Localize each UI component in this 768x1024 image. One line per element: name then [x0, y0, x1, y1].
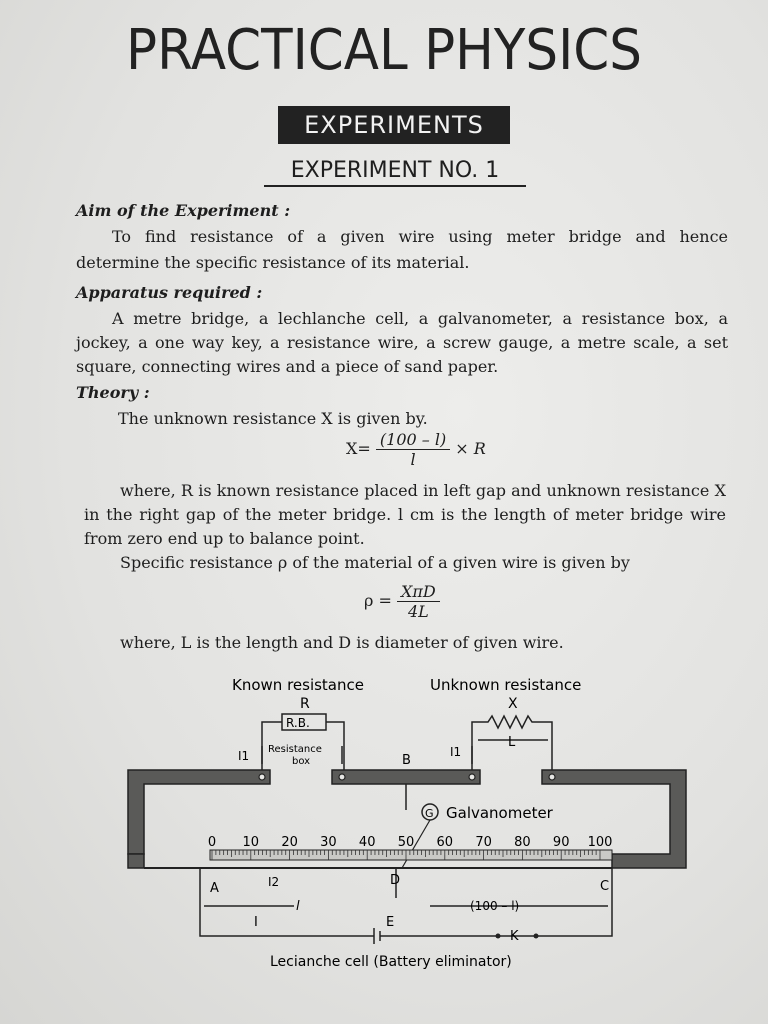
B-label: B: [402, 753, 411, 768]
apparatus-heading: Apparatus required :: [76, 283, 263, 302]
theory-heading: Theory :: [76, 383, 150, 402]
resistance-box-label: Resistance: [268, 744, 322, 755]
resistance-formula: [346, 430, 486, 469]
formula-2-lhs: ρ =: [364, 591, 392, 610]
experiment-number: EXPERIMENT NO. 1: [264, 158, 526, 187]
formula-1-denominator: l: [410, 450, 416, 469]
E-label: E: [386, 915, 395, 930]
A-label: A: [210, 881, 219, 896]
D-label: D: [390, 873, 401, 888]
terminal-1: [259, 774, 265, 780]
current-l1-left: I1: [238, 749, 250, 763]
C-label: C: [600, 879, 610, 894]
L-label: L: [508, 735, 516, 750]
l-length-label: l: [296, 899, 300, 914]
apparatus-line-3: square, connecting wires and a piece of sand paper.: [76, 357, 499, 376]
scale-label: 50: [397, 835, 415, 850]
known-resistance-label: Known resistance: [232, 676, 364, 694]
formula-2-numerator: XπD: [397, 582, 440, 602]
scale-label: 90: [552, 835, 570, 850]
aim-heading: Aim of the Experiment :: [76, 201, 291, 220]
X-label: X: [508, 696, 518, 712]
cell-label: Lecianche cell (Battery eliminator): [270, 954, 512, 970]
scale-label: 60: [436, 835, 454, 850]
middle-copper-strip: [332, 770, 480, 784]
scale-label: 10: [242, 835, 260, 850]
formula-1-fraction: [376, 430, 450, 469]
formula-1-lhs: X=: [346, 439, 371, 458]
scale-label: 80: [514, 835, 531, 850]
theory-line-4: from zero end up to balance point.: [84, 529, 365, 548]
R-label: R: [300, 696, 310, 712]
specific-resistance-formula: [364, 582, 440, 621]
battery-circuit: [200, 868, 612, 936]
key-contact-1: [496, 934, 501, 939]
current-l1-right: I1: [450, 745, 462, 759]
current-l2: I2: [268, 875, 280, 889]
unknown-resistance-label: Unknown resistance: [430, 676, 582, 694]
theory-line-6: where, L is the length and D is diameter of given wire.: [120, 633, 564, 652]
theory-line-3: in the right gap of the meter bridge. l cm is the length of meter bridge wire: [84, 505, 726, 524]
theory-line-1: The unknown resistance X is given by.: [118, 409, 428, 428]
scale-labels: [208, 835, 613, 850]
scale-label: 40: [358, 835, 376, 850]
cell-symbol: [374, 928, 380, 944]
formula-2-fraction: [397, 582, 440, 621]
current-I-label: I: [254, 915, 258, 930]
key-contact-2: [534, 934, 539, 939]
terminal-4: [549, 774, 555, 780]
theory-line-5: Specific resistance ρ of the material of a given wire is given by: [120, 553, 630, 572]
formula-2-denominator: 4L: [407, 602, 429, 621]
scale-label: 0: [207, 835, 217, 850]
formula-1-numerator: (100 – l): [376, 430, 450, 450]
rb-label: R.B.: [286, 716, 310, 730]
remaining-length-label: (100 – l): [470, 899, 520, 913]
left-strip-corner: [128, 854, 144, 868]
aim-line-2: determine the specific resistance of its material.: [76, 253, 470, 272]
box-label: box: [292, 756, 311, 767]
section-banner: EXPERIMENTS: [278, 106, 510, 144]
scale-label: 30: [320, 835, 337, 850]
formula-1-rhs: × R: [455, 439, 486, 458]
scale-label: 70: [475, 835, 492, 850]
scale-label: 20: [281, 835, 298, 850]
terminal-3: [469, 774, 475, 780]
theory-line-2: where, R is known resistance placed in left gap and unknown resistance X: [120, 481, 726, 500]
terminal-2: [339, 774, 345, 780]
K-label: K: [510, 929, 519, 944]
galvanometer-label: Galvanometer: [446, 804, 553, 822]
galvanometer-symbol: G: [425, 807, 434, 820]
scale-label: 100: [587, 835, 613, 850]
meter-bridge-diagram: [0, 668, 768, 988]
apparatus-line-1: A metre bridge, a lechlanche cell, a galvanometer, a resistance box, a: [112, 309, 728, 328]
apparatus-line-2: jockey, a one way key, a resistance wire, a screw gauge, a metre scale, a set: [76, 333, 728, 352]
page-title: PRACTICAL PHYSICS: [126, 18, 642, 83]
aim-line-1: To find resistance of a given wire using meter bridge and hence: [112, 227, 728, 246]
